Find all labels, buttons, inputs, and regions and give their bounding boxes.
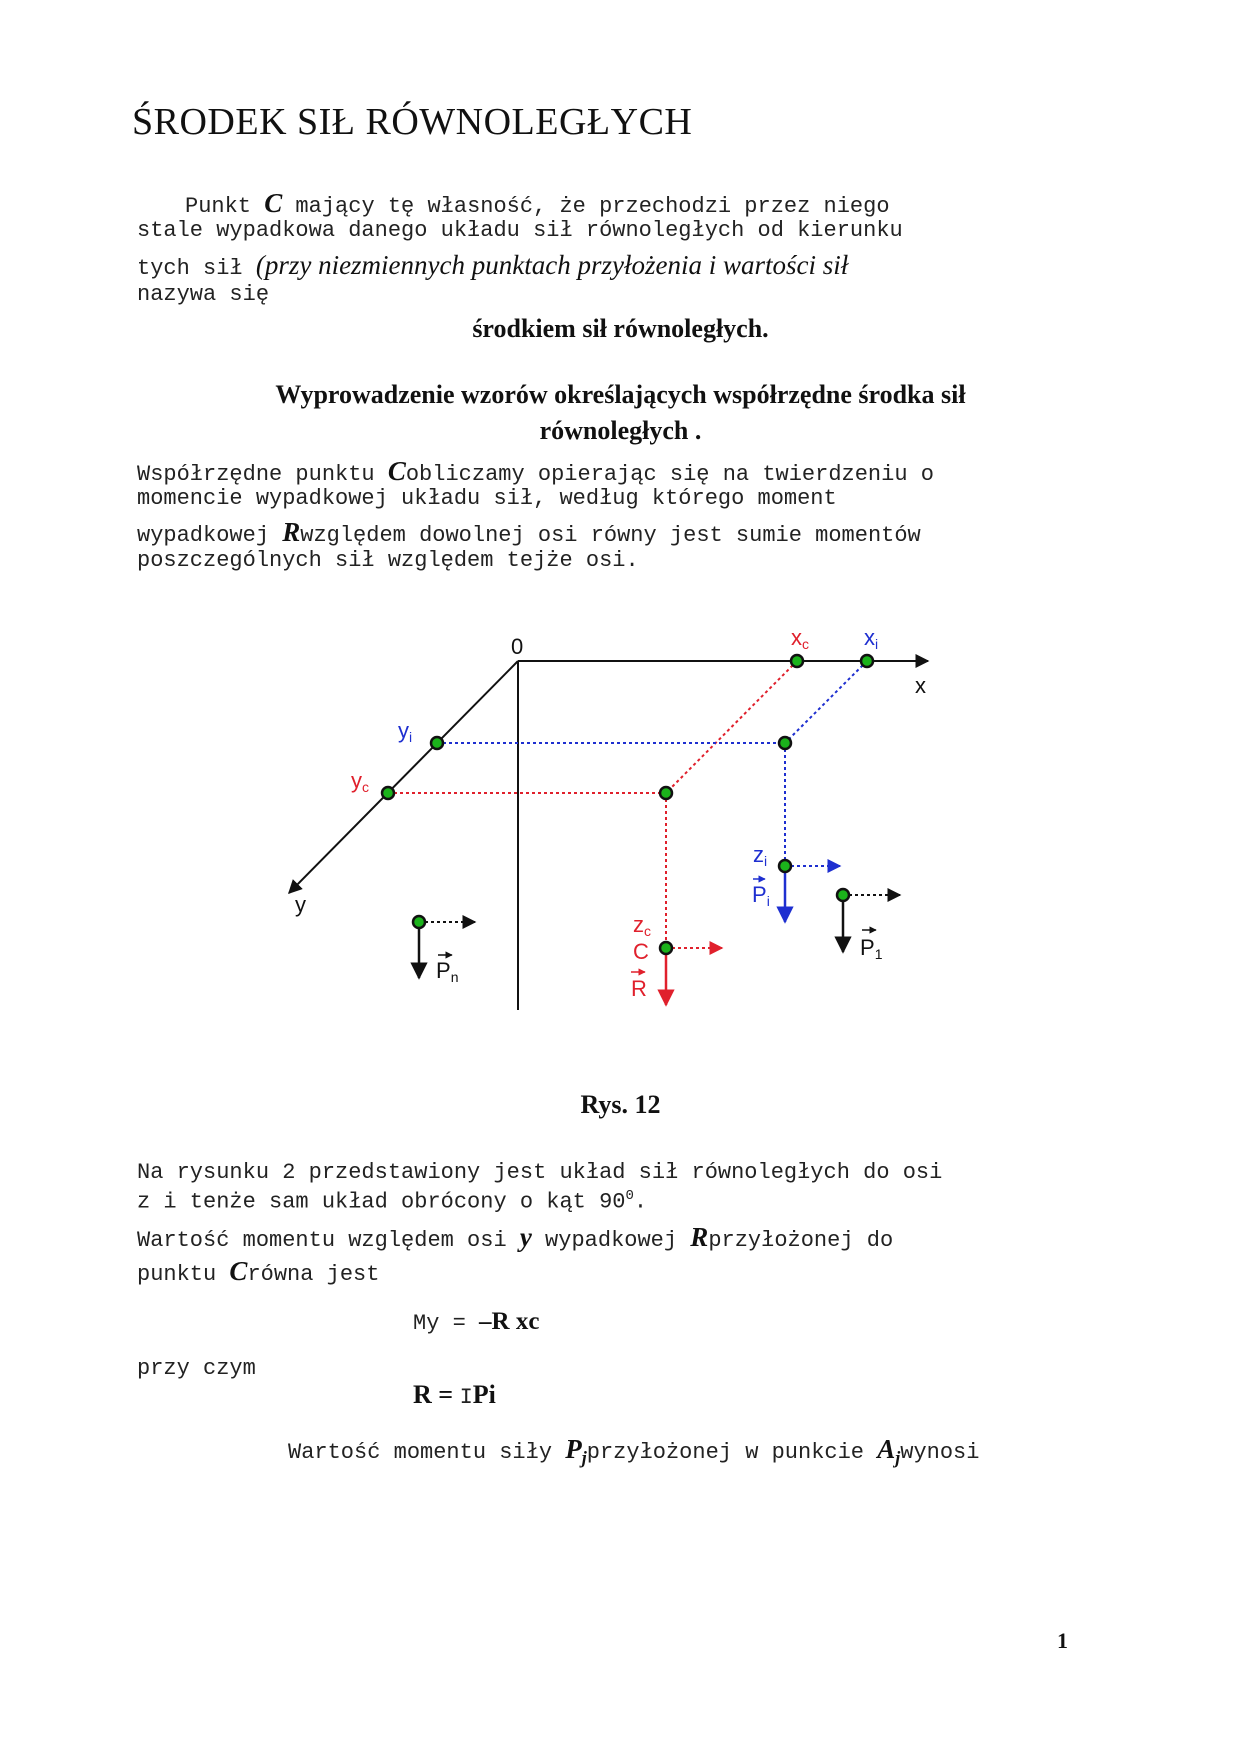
y-axis: [289, 661, 518, 893]
derivation-heading-line-2: równoległych .: [539, 416, 702, 445]
formula-moment-y: My = –R xc: [413, 1308, 540, 1336]
definition-text: środkiem sił równoległych.: [472, 314, 769, 343]
moment-of-force-line: Wartość momentu siły $P_jprzyłożonej$ w punkcie $A_jwynosi$: [288, 1434, 980, 1468]
para3-line-2: z i tenże sam układ obrócony o kąt $90^0$.: [137, 1188, 648, 1215]
figure-caption: Rys. 12: [580, 1090, 661, 1119]
blue-line-xi: [785, 661, 867, 743]
para2-line-2: momencie wypadkowej układu sił, według którego moment: [137, 486, 837, 511]
point-p1: [837, 889, 849, 901]
przy-czym-text: przy czym: [137, 1356, 256, 1381]
label-zi: zi: [753, 842, 768, 869]
para2-line-4: poszczególnych sił względem tejże osi.: [137, 548, 639, 573]
point-markers: [382, 655, 873, 954]
point-pn: [413, 916, 425, 928]
intro-line-2: stale wypadkowa danego układu sił równoległych od kierunku: [137, 218, 903, 243]
point-c: [660, 942, 672, 954]
point-yi: [431, 737, 443, 749]
point-zi: [779, 860, 791, 872]
label-pi: Pi: [752, 882, 770, 909]
para3-line-1: Na rysunku 2 przedstawiony jest układ sił równoległych do osi: [137, 1160, 943, 1185]
label-r: R: [631, 976, 647, 1001]
label-yc: yc: [351, 768, 369, 795]
page-number: 1: [1057, 1628, 1068, 1653]
para2-line-3: wypadkowej Rwzględem dowolnej osi równy jest sumie momentów: [137, 517, 921, 548]
point-blue-corner: [779, 737, 791, 749]
derivation-heading-line-1: Wyprowadzenie wzorów określających współrzędne środka sił: [275, 380, 966, 409]
formula-resultant: R = IPi: [413, 1380, 496, 1410]
label-xi: xi: [864, 625, 879, 652]
page-title: ŚRODEK SIŁ RÓWNOLEGŁYCH: [132, 101, 693, 143]
label-yi: yi: [398, 718, 413, 745]
label-y-axis: y: [295, 892, 306, 917]
point-xi: [861, 655, 873, 667]
label-zc: zc: [633, 912, 651, 939]
label-p1: P1: [860, 935, 883, 962]
para3-line-3: Wartość momentu względem osi y wypadkowej Rprzyłożonej do: [137, 1222, 894, 1253]
intro-line-4: nazywa się: [137, 282, 270, 307]
point-red-corner: [660, 787, 672, 799]
intro-line-3: tych sił (przy niezmiennych punktach przyłożenia i wartości sił: [137, 250, 849, 281]
label-c: C: [633, 939, 649, 964]
label-x-axis: x: [915, 673, 926, 698]
symbol-c: C: [264, 188, 283, 218]
point-xc: [791, 655, 803, 667]
label-origin: 0: [511, 634, 524, 659]
label-xc: xc: [791, 625, 809, 652]
para2-line-1: Współrzędne punktu Cobliczamy opierając się na twierdzeniu o: [137, 456, 934, 487]
point-yc: [382, 787, 394, 799]
red-line-xc-to-c: [666, 661, 797, 793]
para3-line-4: punktu Crówna jest: [137, 1256, 380, 1287]
intro-line-1: Punkt C mający tę własność, że przechodzi przez niego: [185, 188, 890, 219]
label-pn: Pn: [436, 958, 459, 985]
